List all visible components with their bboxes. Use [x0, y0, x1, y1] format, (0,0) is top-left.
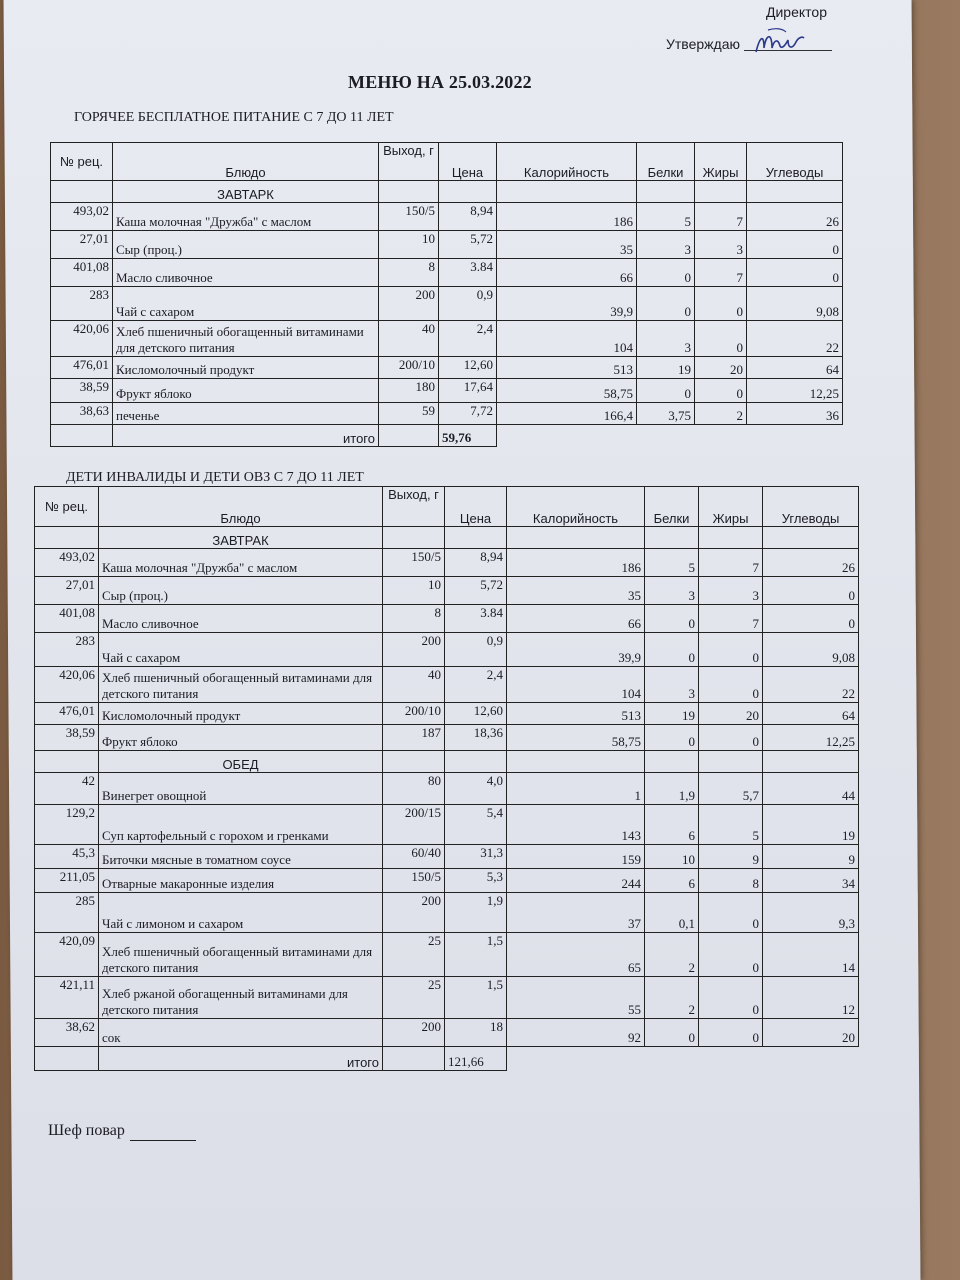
dish-name: Фрукт яблоко — [99, 725, 383, 751]
recipe-num: 38,63 — [51, 403, 113, 425]
price: 1,5 — [445, 933, 507, 977]
dish-name: Суп картофельный с горохом и гренками — [99, 805, 383, 845]
portion: 200/15 — [383, 805, 445, 845]
col-header-dish: Блюдо — [113, 143, 379, 181]
fat: 7 — [695, 259, 747, 287]
calories: 186 — [507, 549, 645, 577]
recipe-num: 401,08 — [51, 259, 113, 287]
price: 8,94 — [439, 203, 497, 231]
recipe-num: 38,59 — [51, 379, 113, 403]
table-row — [51, 357, 843, 379]
carbs: 14 — [763, 933, 859, 977]
dish-name: Сыр (проц.) — [113, 231, 379, 259]
fat: 7 — [695, 203, 747, 231]
dish-name: Хлеб пшеничный обогащенный витаминами для детского питания — [113, 321, 379, 357]
calories: 244 — [507, 869, 645, 893]
fat: 0 — [699, 977, 763, 1019]
table-row — [51, 403, 843, 425]
fat: 0 — [695, 379, 747, 403]
recipe-num: 493,02 — [51, 203, 113, 231]
fat: 20 — [699, 703, 763, 725]
calories: 186 — [497, 203, 637, 231]
carbs: 9,08 — [747, 287, 843, 321]
calories: 65 — [507, 933, 645, 977]
carbs: 64 — [763, 703, 859, 725]
total-value: 121,66 — [445, 1047, 507, 1071]
recipe-num: 283 — [51, 287, 113, 321]
table-row — [35, 893, 859, 933]
col-header-fat: Жиры — [695, 143, 747, 181]
col-header-dish: Блюдо — [99, 487, 383, 527]
table-row — [35, 933, 859, 977]
fat: 20 — [695, 357, 747, 379]
recipe-num: 476,01 — [35, 703, 99, 725]
calories: 513 — [497, 357, 637, 379]
carbs: 34 — [763, 869, 859, 893]
protein: 0 — [645, 633, 699, 667]
recipe-num: 420,06 — [51, 321, 113, 357]
dish-name: Чай с лимоном и сахаром — [99, 893, 383, 933]
fat: 0 — [695, 287, 747, 321]
col-header-out: Выход, г — [383, 487, 445, 527]
table-row — [51, 321, 843, 357]
protein: 0 — [645, 1019, 699, 1047]
carbs: 12,25 — [747, 379, 843, 403]
portion: 150/5 — [379, 203, 439, 231]
recipe-num: 38,62 — [35, 1019, 99, 1047]
price: 8,94 — [445, 549, 507, 577]
protein: 0,1 — [645, 893, 699, 933]
calories: 39,9 — [497, 287, 637, 321]
portion: 40 — [379, 321, 439, 357]
dish-name: Кисломолочный продукт — [113, 357, 379, 379]
portion: 8 — [383, 605, 445, 633]
price: 18 — [445, 1019, 507, 1047]
protein: 5 — [645, 549, 699, 577]
table-row — [35, 633, 859, 667]
dish-name: Масло сливочное — [113, 259, 379, 287]
portion: 200/10 — [379, 357, 439, 379]
portion: 180 — [379, 379, 439, 403]
table-row — [51, 287, 843, 321]
fat: 0 — [699, 1019, 763, 1047]
table-row — [35, 703, 859, 725]
recipe-num: 129,2 — [35, 805, 99, 845]
portion: 25 — [383, 977, 445, 1019]
col-header-price: Цена — [439, 143, 497, 181]
recipe-num: 493,02 — [35, 549, 99, 577]
col-header-prot: Белки — [645, 487, 699, 527]
price: 2,4 — [439, 321, 497, 357]
page-title: МЕНЮ НА 25.03.2022 — [348, 72, 532, 92]
price: 3.84 — [445, 605, 507, 633]
dish-name: Хлеб ржаной обогащенный витаминами для детского питания — [99, 977, 383, 1019]
carbs: 9,08 — [763, 633, 859, 667]
protein: 6 — [645, 805, 699, 845]
portion: 8 — [379, 259, 439, 287]
protein: 3 — [645, 667, 699, 703]
carbs: 9 — [763, 845, 859, 869]
menu-table-2 — [34, 486, 859, 1071]
director-label: Директор — [766, 4, 827, 20]
portion: 200 — [383, 1019, 445, 1047]
portion: 25 — [383, 933, 445, 977]
col-header-out: Выход, г — [379, 143, 439, 181]
fat: 8 — [699, 869, 763, 893]
col-header-price: Цена — [445, 487, 507, 527]
calories: 66 — [507, 605, 645, 633]
table-row — [35, 869, 859, 893]
table-row — [35, 577, 859, 605]
fat: 3 — [695, 231, 747, 259]
recipe-num: 42 — [35, 773, 99, 805]
price: 5,3 — [445, 869, 507, 893]
price: 5,72 — [439, 231, 497, 259]
dish-name: печенье — [113, 403, 379, 425]
carbs: 22 — [747, 321, 843, 357]
portion: 60/40 — [383, 845, 445, 869]
fat: 9 — [699, 845, 763, 869]
dish-name: Фрукт яблоко — [113, 379, 379, 403]
meal-label-breakfast: ЗАВТРАК — [99, 527, 383, 549]
protein: 0 — [637, 287, 695, 321]
price: 5,4 — [445, 805, 507, 845]
price: 1,9 — [445, 893, 507, 933]
calories: 39,9 — [507, 633, 645, 667]
carbs: 0 — [763, 605, 859, 633]
carbs: 22 — [763, 667, 859, 703]
carbs: 26 — [747, 203, 843, 231]
dish-name: Каша молочная "Дружба" с маслом — [99, 549, 383, 577]
recipe-num: 476,01 — [51, 357, 113, 379]
col-header-fat: Жиры — [699, 487, 763, 527]
fat: 0 — [695, 321, 747, 357]
dish-name: Хлеб пшеничный обогащенный витаминами для детского питания — [99, 933, 383, 977]
portion: 10 — [379, 231, 439, 259]
protein: 19 — [637, 357, 695, 379]
calories: 1 — [507, 773, 645, 805]
price: 7,72 — [439, 403, 497, 425]
col-header-num: № рец. — [51, 143, 113, 181]
protein: 3 — [637, 231, 695, 259]
col-header-prot: Белки — [637, 143, 695, 181]
menu-table-1 — [50, 142, 843, 447]
table-row — [35, 805, 859, 845]
recipe-num: 27,01 — [35, 577, 99, 605]
recipe-num: 401,08 — [35, 605, 99, 633]
protein: 0 — [645, 605, 699, 633]
chef-label: Шеф повар — [48, 1122, 125, 1139]
chef-signature-line — [130, 1140, 196, 1141]
fat: 7 — [699, 549, 763, 577]
protein: 5 — [637, 203, 695, 231]
protein: 2 — [645, 933, 699, 977]
protein: 10 — [645, 845, 699, 869]
col-header-carb: Углеводы — [747, 143, 843, 181]
dish-name: Масло сливочное — [99, 605, 383, 633]
portion: 200 — [379, 287, 439, 321]
protein: 3 — [645, 577, 699, 605]
protein: 3,75 — [637, 403, 695, 425]
portion: 187 — [383, 725, 445, 751]
price: 12,60 — [445, 703, 507, 725]
table-row — [35, 667, 859, 703]
portion: 200/10 — [383, 703, 445, 725]
price: 0,9 — [445, 633, 507, 667]
table-row — [35, 605, 859, 633]
dish-name: Хлеб пшеничный обогащенный витаминами для детского питания — [99, 667, 383, 703]
carbs: 0 — [763, 577, 859, 605]
table-row — [35, 549, 859, 577]
recipe-num: 38,59 — [35, 725, 99, 751]
meal-label: ЗАВТАРК — [113, 181, 379, 203]
portion: 150/5 — [383, 549, 445, 577]
fat: 0 — [699, 933, 763, 977]
price: 1,5 — [445, 977, 507, 1019]
recipe-num: 420,09 — [35, 933, 99, 977]
table-row — [51, 203, 843, 231]
table-row — [35, 1019, 859, 1047]
carbs: 19 — [763, 805, 859, 845]
total-label: итого — [99, 1047, 383, 1071]
col-header-cal: Калорийность — [497, 143, 637, 181]
recipe-num: 211,05 — [35, 869, 99, 893]
calories: 104 — [507, 667, 645, 703]
calories: 58,75 — [507, 725, 645, 751]
recipe-num: 285 — [35, 893, 99, 933]
fat: 2 — [695, 403, 747, 425]
price: 18,36 — [445, 725, 507, 751]
carbs: 64 — [747, 357, 843, 379]
protein: 0 — [645, 725, 699, 751]
recipe-num: 420,06 — [35, 667, 99, 703]
signature-mark — [752, 26, 808, 60]
portion: 200 — [383, 893, 445, 933]
fat: 0 — [699, 893, 763, 933]
dish-name: сок — [99, 1019, 383, 1047]
calories: 143 — [507, 805, 645, 845]
dish-name: Сыр (проц.) — [99, 577, 383, 605]
calories: 66 — [497, 259, 637, 287]
protein: 6 — [645, 869, 699, 893]
protein: 19 — [645, 703, 699, 725]
dish-name: Кисломолочный продукт — [99, 703, 383, 725]
section1-title: ГОРЯЧЕЕ БЕСПЛАТНОЕ ПИТАНИЕ С 7 ДО 11 ЛЕТ — [74, 110, 394, 125]
carbs: 20 — [763, 1019, 859, 1047]
calories: 58,75 — [497, 379, 637, 403]
price: 31,3 — [445, 845, 507, 869]
price: 0,9 — [439, 287, 497, 321]
portion: 40 — [383, 667, 445, 703]
protein: 0 — [637, 259, 695, 287]
recipe-num: 421,11 — [35, 977, 99, 1019]
protein: 2 — [645, 977, 699, 1019]
calories: 159 — [507, 845, 645, 869]
protein: 1,9 — [645, 773, 699, 805]
dish-name: Чай с сахаром — [99, 633, 383, 667]
recipe-num: 45,3 — [35, 845, 99, 869]
recipe-num: 283 — [35, 633, 99, 667]
section2-title: ДЕТИ ИНВАЛИДЫ И ДЕТИ ОВЗ С 7 ДО 11 ЛЕТ — [66, 470, 364, 485]
calories: 104 — [497, 321, 637, 357]
table-row — [51, 231, 843, 259]
fat: 7 — [699, 605, 763, 633]
col-header-carb: Углеводы — [763, 487, 859, 527]
dish-name: Винегрет овощной — [99, 773, 383, 805]
total-value: 59,76 — [439, 425, 497, 447]
dish-name: Биточки мясные в томатном соусе — [99, 845, 383, 869]
dish-name: Чай с сахаром — [113, 287, 379, 321]
calories: 35 — [507, 577, 645, 605]
price: 5,72 — [445, 577, 507, 605]
col-header-num: № рец. — [35, 487, 99, 527]
carbs: 12,25 — [763, 725, 859, 751]
dish-name: Каша молочная "Дружба" с маслом — [113, 203, 379, 231]
price: 4,0 — [445, 773, 507, 805]
calories: 35 — [497, 231, 637, 259]
price: 12,60 — [439, 357, 497, 379]
meal-label-lunch: ОБЕД — [99, 751, 383, 773]
fat: 0 — [699, 633, 763, 667]
portion: 150/5 — [383, 869, 445, 893]
price: 3.84 — [439, 259, 497, 287]
col-header-cal: Калорийность — [507, 487, 645, 527]
carbs: 0 — [747, 231, 843, 259]
fat: 3 — [699, 577, 763, 605]
calories: 166,4 — [497, 403, 637, 425]
protein: 0 — [637, 379, 695, 403]
table-row — [51, 379, 843, 403]
price: 17,64 — [439, 379, 497, 403]
carbs: 26 — [763, 549, 859, 577]
portion: 80 — [383, 773, 445, 805]
fat: 0 — [699, 667, 763, 703]
carbs: 0 — [747, 259, 843, 287]
recipe-num: 27,01 — [51, 231, 113, 259]
approve-label: Утверждаю — [666, 36, 740, 52]
protein: 3 — [637, 321, 695, 357]
calories: 55 — [507, 977, 645, 1019]
fat: 5 — [699, 805, 763, 845]
carbs: 36 — [747, 403, 843, 425]
carbs: 12 — [763, 977, 859, 1019]
carbs: 44 — [763, 773, 859, 805]
price: 2,4 — [445, 667, 507, 703]
total-label: итого — [113, 425, 379, 447]
carbs: 9,3 — [763, 893, 859, 933]
table-row — [35, 977, 859, 1019]
fat: 5,7 — [699, 773, 763, 805]
dish-name: Отварные макаронные изделия — [99, 869, 383, 893]
table-row — [35, 773, 859, 805]
portion: 59 — [379, 403, 439, 425]
fat: 0 — [699, 725, 763, 751]
table-row — [35, 725, 859, 751]
calories: 513 — [507, 703, 645, 725]
calories: 37 — [507, 893, 645, 933]
table-row — [51, 259, 843, 287]
portion: 10 — [383, 577, 445, 605]
calories: 92 — [507, 1019, 645, 1047]
table-row — [35, 845, 859, 869]
portion: 200 — [383, 633, 445, 667]
